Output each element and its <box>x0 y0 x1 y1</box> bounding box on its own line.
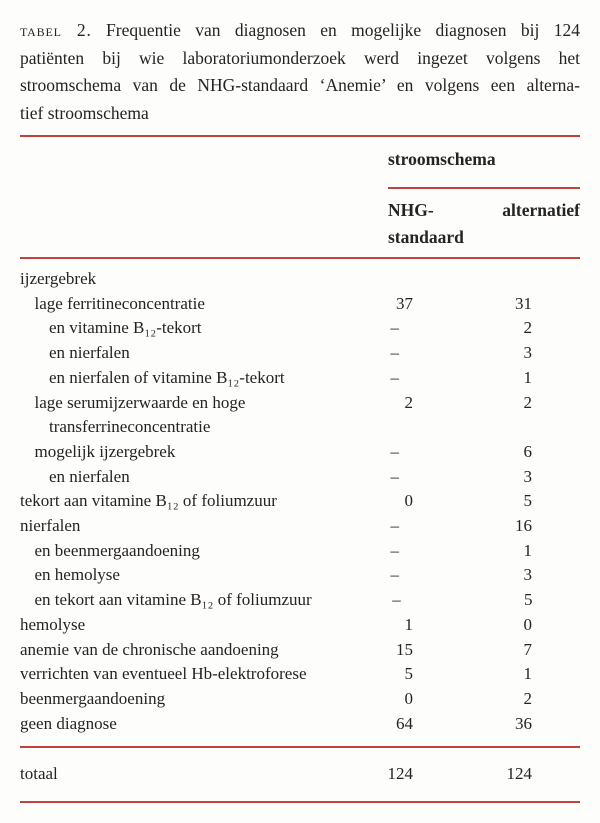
alt-value: 16 <box>515 516 532 536</box>
nhg-value: – <box>390 318 399 338</box>
alt-value: 36 <box>515 713 532 733</box>
alt-value: 2 <box>523 392 532 412</box>
row-label: en nierfalen of vitamine B₁₂-tekort <box>49 367 285 387</box>
alt-value: 3 <box>523 343 532 363</box>
right-margin-spacer <box>532 341 580 366</box>
right-margin-spacer <box>532 267 580 292</box>
row-label: beenmergaandoening <box>20 688 166 708</box>
column-header-alternatief: alternatief <box>502 200 580 220</box>
right-margin-spacer <box>532 465 580 490</box>
total-nhg-value: 124 <box>387 764 413 784</box>
total-label: totaal <box>20 764 58 784</box>
row-label: transferrineconcentratie <box>49 417 211 437</box>
table-row <box>20 563 580 588</box>
table-row <box>20 613 580 638</box>
alt-value: 1 <box>523 664 532 684</box>
nhg-value: 0 <box>404 491 413 511</box>
alt-value: 1 <box>523 367 532 387</box>
right-margin-spacer <box>532 415 580 440</box>
table-row <box>20 316 580 341</box>
row-label: en nierfalen <box>49 466 130 486</box>
alt-value: 2 <box>523 688 532 708</box>
table-row <box>20 687 580 712</box>
alt-value: 1 <box>523 540 532 560</box>
table-row <box>20 391 580 416</box>
total-row <box>20 748 580 801</box>
row-label: ijzergebrek <box>20 269 97 288</box>
total-alt-value: 124 <box>506 764 532 784</box>
nhg-value: 0 <box>404 688 413 708</box>
row-label: en beenmergaandoening <box>34 540 200 560</box>
caption-line: tief stroomschema <box>20 102 149 123</box>
row-label: en hemolyse <box>34 565 120 585</box>
alt-value: 3 <box>523 565 532 585</box>
row-label: lage ferritineconcentratie <box>34 293 205 313</box>
row-label: mogelijk ijzergebrek <box>34 441 176 461</box>
alt-value: 0 <box>523 614 532 634</box>
nhg-value: 5 <box>404 664 413 684</box>
right-margin-spacer <box>532 391 580 416</box>
nhg-value <box>323 415 413 440</box>
right-margin-spacer <box>532 712 580 737</box>
table-row <box>20 539 580 564</box>
right-margin-spacer <box>532 760 580 787</box>
right-margin-spacer <box>532 613 580 638</box>
table-row <box>20 638 580 663</box>
table-row <box>20 465 580 490</box>
column-group-header: stroomschema <box>388 149 496 169</box>
table-row <box>20 341 580 366</box>
table-row <box>20 267 580 292</box>
alt-value: 5 <box>524 590 533 610</box>
row-label: lage serumijzerwaarde en hoge <box>34 392 246 412</box>
right-margin-spacer <box>532 440 580 465</box>
table-row <box>20 712 580 737</box>
row-label: en vitamine B₁₂-tekort <box>49 318 202 338</box>
nhg-value: 64 <box>396 713 413 733</box>
right-margin-spacer <box>533 588 581 613</box>
header-spacer <box>20 197 388 251</box>
table-row <box>20 440 580 465</box>
row-label: geen diagnose <box>20 713 117 733</box>
alt-value: 7 <box>523 639 532 659</box>
nhg-value: – <box>392 590 401 610</box>
nhg-value: 2 <box>404 392 413 412</box>
table-row <box>20 489 580 514</box>
nhg-value: – <box>390 516 399 536</box>
table-row <box>20 662 580 687</box>
alt-value: 3 <box>523 466 532 486</box>
caption-line: stroomschema van de NHG-standaard ‘Anemie’ en volgens een alterna- <box>20 75 580 95</box>
right-margin-spacer <box>532 539 580 564</box>
row-label: en nierfalen <box>49 343 130 363</box>
right-margin-spacer <box>532 514 580 539</box>
row-label: anemie van de chronische aandoening <box>20 639 279 659</box>
right-margin-spacer <box>532 489 580 514</box>
table-row <box>20 366 580 391</box>
table-row <box>20 415 580 440</box>
alt-value: 6 <box>523 441 532 461</box>
column-header-nhg-standaard: NHG-standaard <box>388 200 464 247</box>
table-body <box>20 259 580 746</box>
caption-table-number: tabel 2. <box>20 20 92 40</box>
table-row <box>20 514 580 539</box>
nhg-value: 37 <box>396 293 413 313</box>
row-label: en tekort aan vitamine B₁₂ of foliumzuur <box>34 590 312 610</box>
nhg-value: – <box>390 367 399 387</box>
table-row <box>20 292 580 317</box>
right-margin-spacer <box>532 292 580 317</box>
row-label: nierfalen <box>20 516 81 536</box>
nhg-value: – <box>390 540 399 560</box>
header-columns <box>388 197 580 251</box>
row-label: hemolyse <box>20 614 86 634</box>
nhg-value <box>323 267 413 292</box>
alt-value: 31 <box>515 293 532 313</box>
right-margin-spacer <box>532 563 580 588</box>
nhg-value: – <box>390 466 399 486</box>
alt-value <box>413 415 532 440</box>
right-margin-spacer <box>532 316 580 341</box>
right-margin-spacer <box>532 638 580 663</box>
nhg-value: – <box>390 441 399 461</box>
nhg-value: 15 <box>396 639 413 659</box>
alt-value <box>413 267 532 292</box>
table-row <box>20 588 580 613</box>
column-headers <box>20 189 580 251</box>
nhg-value: – <box>390 565 399 585</box>
right-margin-spacer <box>532 662 580 687</box>
rule-bottom <box>20 801 580 803</box>
alt-value: 5 <box>523 491 532 511</box>
nhg-value: 1 <box>404 614 413 634</box>
right-margin-spacer <box>532 366 580 391</box>
nhg-value: – <box>390 343 399 363</box>
row-label: tekort aan vitamine B₁₂ of foliumzuur <box>20 491 277 511</box>
row-label: verrichten van eventueel Hb-elektroforese <box>20 664 307 684</box>
caption-line: tabel 2. Frequentie van diagnosen en mogelijke diagnosen bij 124 <box>20 20 580 40</box>
alt-value: 2 <box>523 318 532 338</box>
table-caption <box>20 17 580 127</box>
right-margin-spacer <box>532 687 580 712</box>
caption-line: patiënten bij wie laboratoriumonderzoek werd ingezet volgens het <box>20 47 580 68</box>
